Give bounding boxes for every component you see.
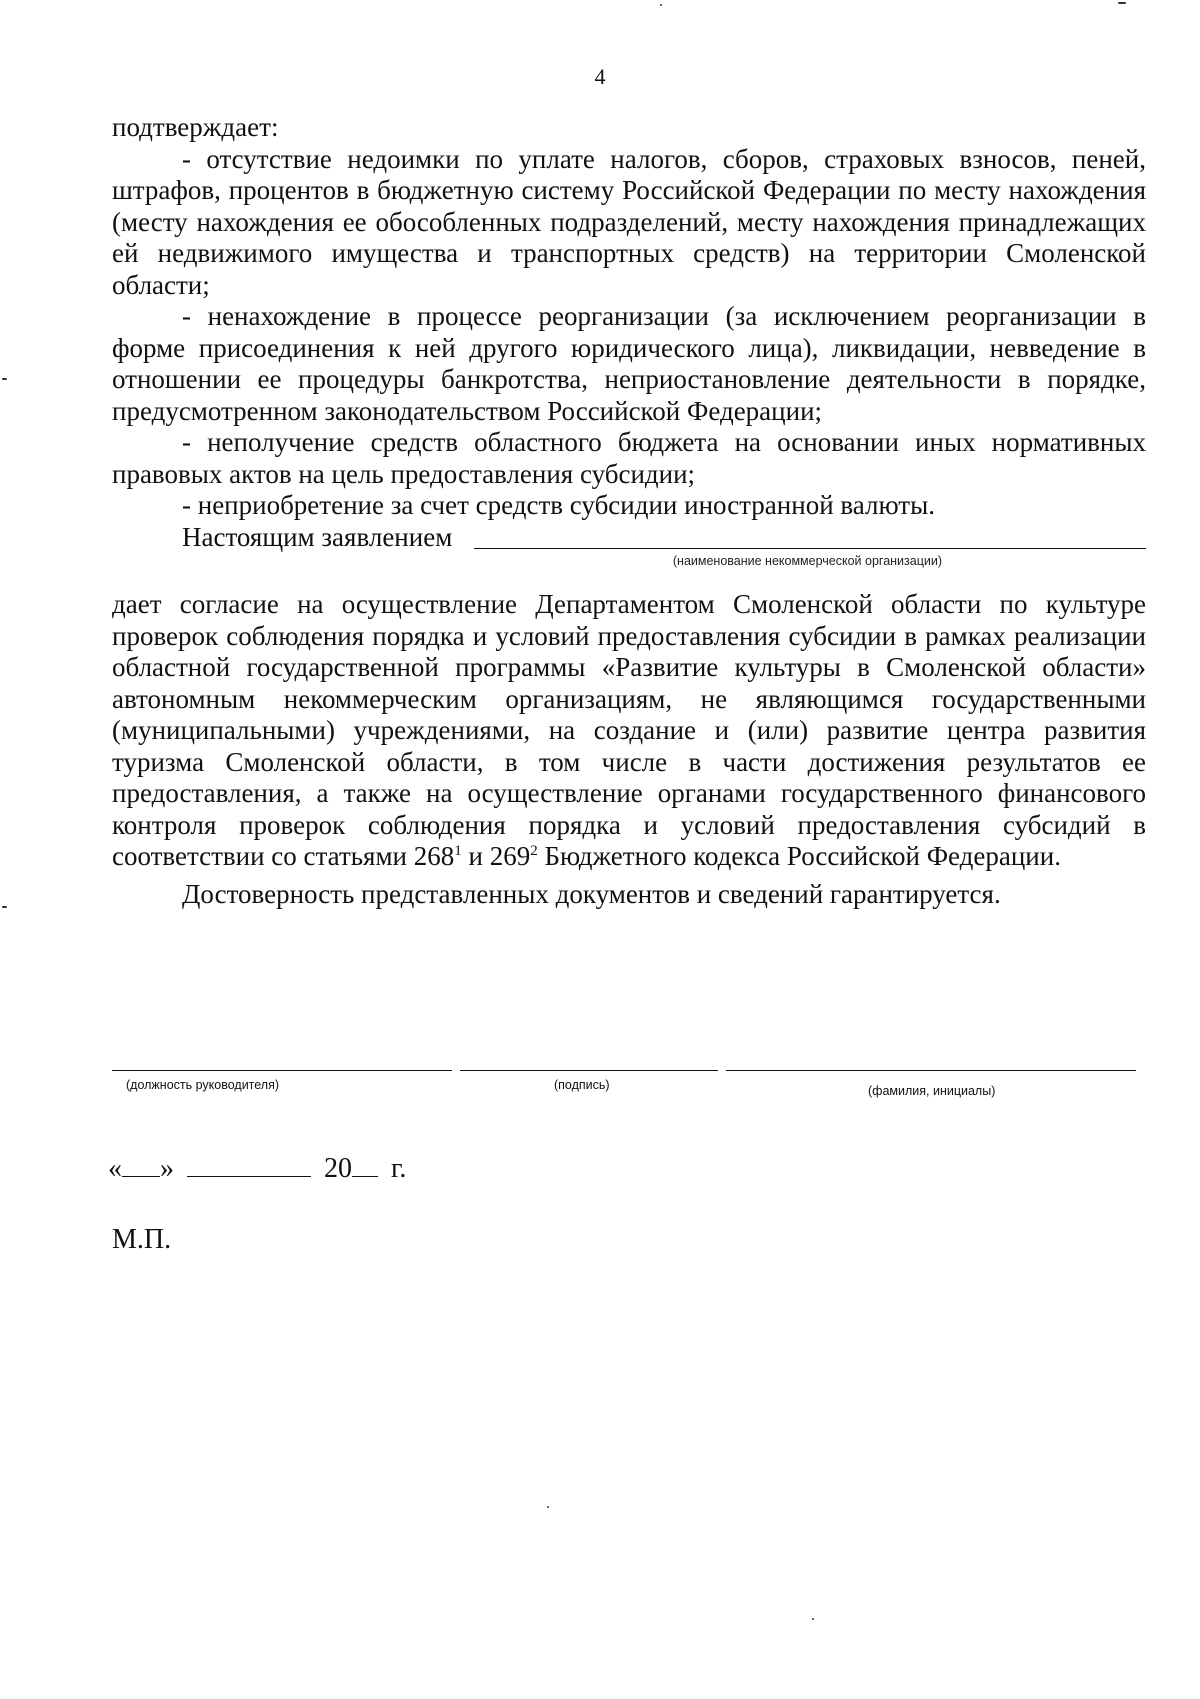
year-prefix: 20: [324, 1153, 352, 1184]
consent-text: дает согласие на осуществление Департаментом Смоленской области по культуре проверок соблюдения порядка и условий предоставления субсидии в рамках реализации областной государственной программы «Развитие культуры в Смоленской области» автономным некоммерческим организациям, не являющимся государственными (муниципальными) учреждениями, на создание и (или) развитие центра развития туризма Смоленской области, в том числе в части достижения результатов ее предоставления, а также на осуществление органами государственного финансового контроля проверок соблюдения порядка и условий предоставления субсидий в соответствии со статьями 268: [112, 589, 1146, 871]
scan-speck: [2, 906, 7, 908]
scan-speck: [2, 378, 7, 380]
scan-speck: [812, 1618, 814, 1620]
condition-no-other-funds: - неполучение средств областного бюджета на основании иных нормативных правовых актов на цель предоставления субсидии;: [112, 427, 1146, 489]
date-open-quote: «: [108, 1153, 122, 1184]
month-field[interactable]: [187, 1150, 311, 1177]
consent-and-text: и 269: [461, 841, 531, 871]
scan-speck: [1118, 2, 1126, 4]
signature-caption: (подпись): [554, 1078, 610, 1092]
condition-no-reorganization: - ненахождение в процессе реорганизации (за исключением реорганизации в форме присоединения к ней другого юридического лица), ликвидации, невведение в отношении ее процедуры банкротства, неприостановление деятельности в порядке, предусмотренном законодательством Российской Федерации;: [112, 301, 1146, 426]
position-field[interactable]: [112, 1070, 452, 1071]
name-field[interactable]: [726, 1070, 1136, 1071]
signature-field[interactable]: [460, 1070, 718, 1071]
guarantee-statement: Достоверность представленных документов и сведений гарантируется.: [182, 878, 1001, 909]
signature-block: [112, 1070, 1136, 1110]
condition-no-foreign-currency: - неприобретение за счет средств субсидии иностранной валюты.: [182, 490, 935, 520]
scan-speck: [660, 4, 662, 6]
page-number: 4: [594, 64, 606, 89]
date-line: [108, 1150, 406, 1185]
year-suffix: г.: [391, 1153, 407, 1184]
scan-speck: [547, 1506, 549, 1508]
statement-line: [112, 522, 1146, 554]
document-body: [112, 112, 1146, 910]
condition-no-arrears: - отсутствие недоимки по уплате налогов, сборов, страховых взносов, пеней, штрафов, процентов в бюджетную систему Российской Федерации по месту нахождения (месту нахождения ее обособленных подразделений, месту нахождения принадлежащих ей недвижимого имущества и транспортных средств) на территории Смоленской области;: [112, 143, 1146, 300]
day-field[interactable]: [122, 1150, 160, 1177]
article-269-superscript: 2: [530, 843, 538, 859]
date-close-quote: »: [160, 1153, 174, 1184]
stamp-place-label: М.П.: [112, 1224, 172, 1255]
consent-text-end: Бюджетного кодекса Российской Федерации.: [537, 841, 1061, 871]
consent-paragraph: [112, 589, 1146, 873]
organization-name-caption: (наименование некоммерческой организации): [672, 554, 942, 568]
organization-name-field[interactable]: [474, 522, 1146, 549]
confirms-line: подтверждает:: [112, 112, 279, 142]
article-268-superscript: 1: [454, 843, 462, 859]
statement-label: Настоящим заявлением: [182, 521, 453, 552]
position-caption: (должность руководителя): [126, 1078, 280, 1092]
name-caption: (фамилия, инициалы): [868, 1084, 996, 1098]
year-field[interactable]: [352, 1150, 378, 1177]
